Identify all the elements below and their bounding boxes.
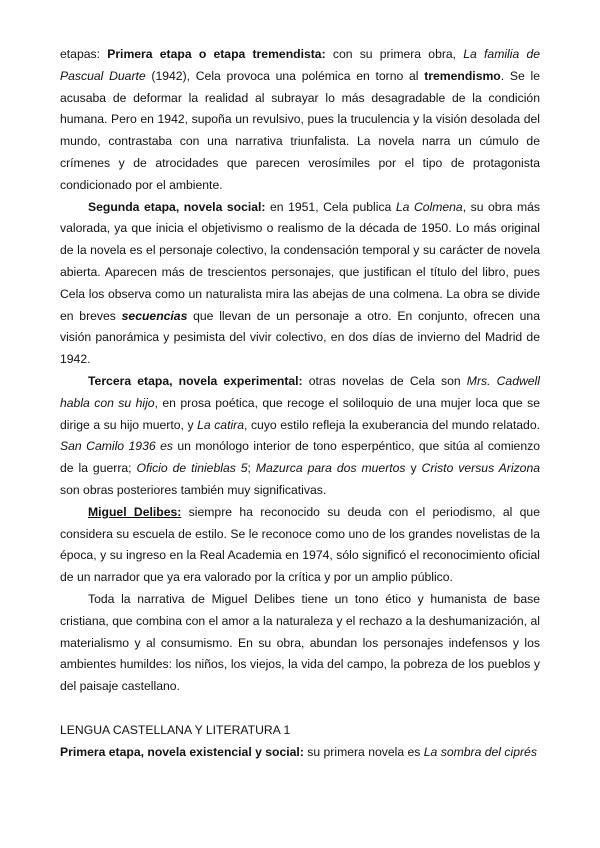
heading-first-stage: Primera etapa o etapa tremendista: <box>107 47 326 61</box>
text-run: siempre ha reconocido su deuda con el periodismo, al que considera su escuela de estilo. Se le reconoce como uno de los grandes novelistas de la época, y su ingreso en la Real Academia en 1974, sólo significó el reconocimiento oficial de un narrador que ya era valorado por la crítica y por un amplio público. <box>60 504 540 585</box>
text-run: , cuyo estilo refleja la exuberancia del mundo relatado. <box>244 417 540 432</box>
text-run: otras novelas de Cela son <box>302 373 467 388</box>
heading-miguel-delibes: Miguel Delibes: <box>88 504 182 519</box>
book-title: La catira <box>197 417 245 432</box>
heading-third-stage: Tercera etapa, novela experimental: <box>88 373 303 388</box>
book-title: Cristo versus Arizona <box>421 461 540 476</box>
text-run: , en prosa poética, que recoge el soliloquio de una mujer loca que se dirige a su hijo muerto, y <box>60 395 540 432</box>
keyword-secuencias: secuencias <box>121 308 188 323</box>
text-run: ; <box>247 461 256 476</box>
paragraph-delibes-intro <box>60 502 540 589</box>
paragraph-delibes-narrative <box>60 589 540 698</box>
text-run: etapas: <box>60 47 108 61</box>
text-run: y <box>405 461 422 476</box>
book-title: Mazurca para dos muertos <box>255 461 406 476</box>
text-run: su primera novela es <box>303 744 424 759</box>
paragraph-cela-third-stage <box>60 371 540 502</box>
book-title: La sombra del ciprés <box>423 744 537 759</box>
text-run: , su obra más valorada, ya que inicia el objetivismo o realismo de la década de 1950. Lo más original de la novela es el personaje colectivo, la condensación temporal y su carácter de novela abierta. Aparecen más de trescientos personajes, que justifican el título del libro, pues Cela los observa como un naturalista mira las abejas de una colmena. La obra se divide en breves <box>60 199 540 323</box>
paragraph-delibes-first-stage <box>60 742 540 764</box>
text-run: (1942), Cela provoca una polémica en torno al <box>145 68 425 83</box>
heading-second-stage: Segunda etapa, novela social: <box>88 199 266 214</box>
document-page <box>60 44 540 764</box>
text-run: un monólogo interior de tono esperpéntico, que sitúa al comienzo de la guerra; <box>60 439 540 476</box>
text-run: con su primera obra, <box>325 47 464 61</box>
text-run: son obras posteriores también muy significativas. <box>60 482 327 497</box>
book-title: La familia de Pascual Duarte <box>60 47 541 83</box>
text-run: Toda la narrativa de Miguel Delibes tiene un tono ético y humanista de base cristiana, que combina con el amor a la naturaleza y el rechazo a la deshumanización, al materialismo y al consumismo. En su obra, abundan los personajes indefensos y los ambientes humildes: los niños, los viejos, la vida del campo, la pobreza de los pueblos y del paisaje castellano. <box>60 591 540 694</box>
heading-delibes-first-stage: Primera etapa, novela existencial y social: <box>60 744 304 759</box>
book-title: Oficio de tinieblas 5 <box>136 461 248 476</box>
keyword-tremendismo: tremendismo <box>424 68 501 83</box>
text-run: . Se le acusaba de deformar la realidad al subrayar lo más desagradable de la condición humana. Pero en 1942, supoña un revulsivo, pues la truculencia y la visión desolada del mundo, contrastaba con una narrativa triunfalista. La novela narra un cúmulo de crímenes y de atrocidades que parecen verosímiles por el tipo de protagonista condicionado por el ambiente. <box>60 68 540 192</box>
text-run: que llevan de un personaje a otro. En conjunto, ofrecen una visión panorámica y pesimista del vivir colectivo, en dos días de invierno del Madrid de 1942. <box>60 308 540 367</box>
book-title: La Colmena <box>395 199 463 214</box>
book-title: San Camilo 1936 es <box>60 439 173 454</box>
paragraph-cela-second-stage <box>60 197 540 371</box>
text-run: en 1951, Cela publica <box>265 199 396 214</box>
book-title: Mrs. Cadwell habla con su hijo <box>60 373 540 410</box>
paragraph-cela-first-stage <box>60 44 540 197</box>
running-header: LENGUA CASTELLANA Y LITERATURA 1 <box>60 722 291 737</box>
